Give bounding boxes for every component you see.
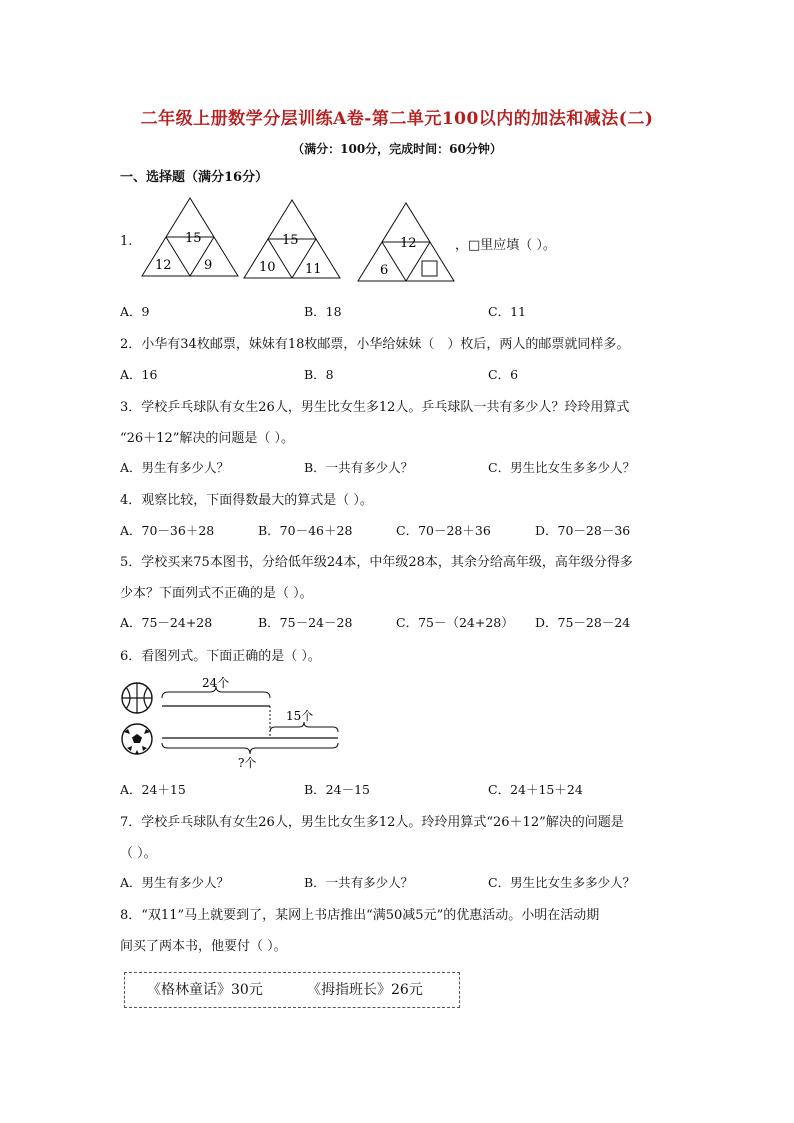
q2-option-a[interactable]: A．16 bbox=[120, 367, 158, 382]
tri1-right: 9 bbox=[204, 258, 213, 273]
q4-option-d[interactable]: D．70－28－36 bbox=[535, 523, 631, 538]
q1-triangle-3 bbox=[356, 201, 456, 283]
q8-text-line1: 8．“双11”马上就要到了，某网上书店推出“满50减5元”的优惠活动。小明在活动期 bbox=[120, 908, 600, 923]
q4-text: 4．观察比较，下面得数最大的算式是（ ）。 bbox=[120, 493, 373, 508]
q1-number: 1. bbox=[120, 234, 133, 249]
q3-text-line1: 3．学校乒乓球队有女生26人，男生比女生多12人。乒乓球队一共有多少人？玲玲用算式 bbox=[120, 400, 630, 415]
football-icon bbox=[122, 724, 152, 754]
q6-option-a[interactable]: A．24＋15 bbox=[120, 782, 186, 797]
q4-option-a[interactable]: A．70－36＋28 bbox=[120, 523, 215, 538]
q3-text-line2: “26＋12”解决的问题是（ ）。 bbox=[120, 431, 295, 446]
q7-text-line1: 7．学校乒乓球队有女生26人，男生比女生多12人。玲玲用算式“26＋12”解决的问题是 bbox=[120, 815, 624, 830]
q5-text-line1: 5．学校买来75本图书，分给低年级24本，中年级28本，其余分给高年级，高年级分得多 bbox=[120, 555, 633, 570]
tri3-top: 12 bbox=[400, 236, 417, 251]
q7-option-c[interactable]: C．男生比女生多多少人？ bbox=[488, 875, 636, 890]
q2-text: 2．小华有34枚邮票，妹妹有18枚邮票，小华给妹妹（ ）枚后，两人的邮票就同样多。 bbox=[120, 337, 630, 352]
q7-option-a[interactable]: A．男生有多少人？ bbox=[120, 875, 230, 890]
q6-text: 6．看图列式。下面正确的是（ ）。 bbox=[120, 649, 321, 664]
answer-box bbox=[422, 261, 437, 276]
section-heading: 一、选择题（满分16分） bbox=[120, 170, 269, 185]
q7-text-line2: （ ）。 bbox=[120, 846, 157, 861]
q4-option-c[interactable]: C．70－28＋36 bbox=[396, 523, 491, 538]
tri2-left: 10 bbox=[259, 260, 276, 275]
q3-option-c[interactable]: C．男生比女生多多少人？ bbox=[488, 460, 636, 475]
book-price-box bbox=[124, 972, 460, 1008]
diagram-mid-label: 15个 bbox=[286, 709, 314, 723]
basketball-icon bbox=[122, 683, 152, 713]
q3-option-b[interactable]: B．一共有多少人？ bbox=[304, 460, 414, 475]
tri1-top: 15 bbox=[185, 231, 202, 246]
q1-triangle-2 bbox=[242, 198, 342, 280]
tri2-right: 11 bbox=[305, 262, 322, 277]
q1-triangle-1 bbox=[140, 196, 240, 278]
q4-option-b[interactable]: B．70－46＋28 bbox=[258, 523, 353, 538]
q6-line-diagram bbox=[118, 672, 358, 772]
diagram-bottom-label: ?个 bbox=[238, 756, 257, 770]
q6-option-c[interactable]: C．24＋15＋24 bbox=[488, 782, 583, 797]
q3-option-a[interactable]: A．男生有多少人？ bbox=[120, 460, 230, 475]
q1-option-b[interactable]: B．18 bbox=[304, 304, 342, 319]
q8-text-line2: 间买了两本书，他要付（ ）。 bbox=[120, 939, 287, 954]
q2-option-c[interactable]: C．6 bbox=[488, 367, 519, 382]
q5-option-d[interactable]: D．75－28－24 bbox=[535, 615, 631, 630]
q5-option-c[interactable]: C．75－（24+28） bbox=[396, 615, 514, 630]
page-title: 二年级上册数学分层训练A卷-第二单元100以内的加法和减法(二) bbox=[140, 109, 654, 129]
q1-option-c[interactable]: C．11 bbox=[488, 304, 526, 319]
q7-option-b[interactable]: B．一共有多少人？ bbox=[304, 875, 414, 890]
book-item-1: 《格林童话》30元 bbox=[147, 982, 263, 998]
q6-option-b[interactable]: B．24－15 bbox=[304, 782, 370, 797]
q5-option-b[interactable]: B．75－24－28 bbox=[258, 615, 353, 630]
tri1-left: 12 bbox=[155, 258, 172, 273]
q2-option-b[interactable]: B．8 bbox=[304, 367, 334, 382]
page-subtitle: （满分：100分，完成时间：60分钟） bbox=[292, 142, 502, 156]
q5-option-a[interactable]: A．75－24+28 bbox=[120, 615, 213, 630]
q1-prompt: ，□里应填（ ）。 bbox=[455, 238, 556, 253]
tri3-left: 6 bbox=[380, 263, 389, 278]
q5-text-line2: 少本？下面列式不正确的是（ ）。 bbox=[120, 586, 313, 601]
q1-option-a[interactable]: A．9 bbox=[120, 304, 150, 319]
book-item-2: 《拇指班长》26元 bbox=[307, 982, 423, 998]
tri2-top: 15 bbox=[282, 233, 299, 248]
diagram-top-label: 24个 bbox=[202, 676, 230, 690]
